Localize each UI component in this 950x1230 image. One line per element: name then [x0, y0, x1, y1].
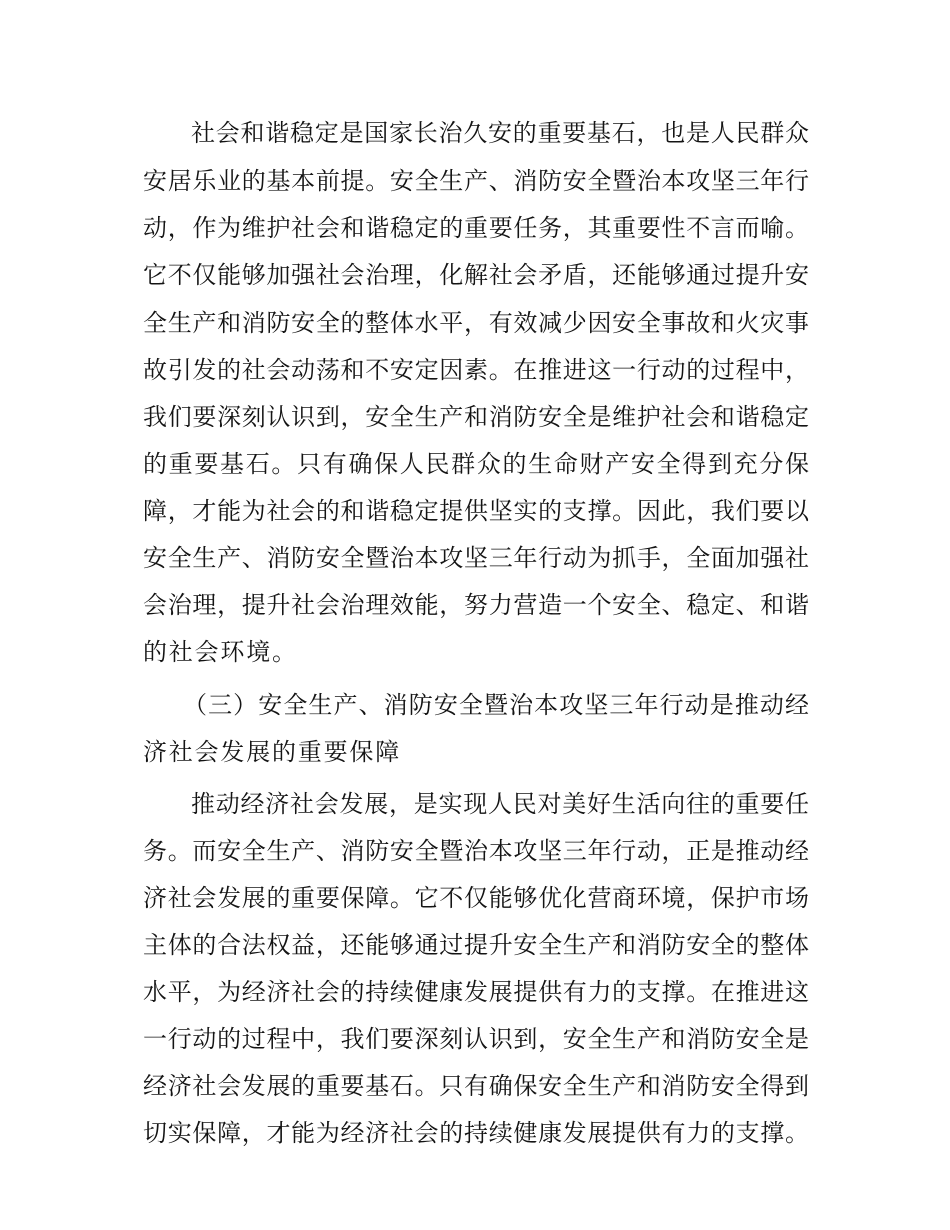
- paragraph-1-line-1: 社会和谐稳定是国家长治久安的重要基石，也是人民群众: [191, 119, 809, 147]
- paragraph-1-line-7: 我们要深刻认识到，安全生产和消防安全是维护社会和谐稳定: [143, 403, 809, 431]
- paragraph-3-line-4: 主体的合法权益，还能够通过提升安全生产和消防安全的整体: [143, 931, 809, 959]
- paragraph-1-line-2: 安居乐业的基本前提。安全生产、消防安全暨治本攻坚三年行: [143, 167, 809, 195]
- section-heading-line-2: 济社会发展的重要保障: [143, 738, 401, 766]
- paragraph-1-line-5: 全生产和消防安全的整体水平，有效减少因安全事故和火灾事: [143, 309, 809, 337]
- paragraph-3-line-1: 推动经济社会发展，是实现人民对美好生活向往的重要任: [191, 790, 809, 818]
- paragraph-1-line-11: 会治理，提升社会治理效能，努力营造一个安全、稳定、和谐: [143, 591, 809, 619]
- paragraph-3-line-3: 济社会发展的重要保障。它不仅能够优化营商环境，保护市场: [143, 884, 809, 912]
- paragraph-3-line-7: 经济社会发展的重要基石。只有确保安全生产和消防安全得到: [143, 1072, 809, 1100]
- paragraph-1-line-4: 它不仅能够加强社会治理，化解社会矛盾，还能够通过提升安: [143, 261, 809, 289]
- paragraph-1-line-9: 障，才能为社会的和谐稳定提供坚实的支撑。因此，我们要以: [143, 497, 809, 525]
- paragraph-3-line-2: 务。而安全生产、消防安全暨治本攻坚三年行动，正是推动经: [143, 837, 809, 865]
- paragraph-3-line-8: 切实保障，才能为经济社会的持续健康发展提供有力的支撑。: [143, 1119, 809, 1147]
- paragraph-1-line-8: 的重要基石。只有确保人民群众的生命财产安全得到充分保: [143, 450, 809, 478]
- paragraph-3-line-6: 一行动的过程中，我们要深刻认识到，安全生产和消防安全是: [143, 1025, 809, 1053]
- paragraph-1-line-12: 的社会环境。: [143, 638, 298, 666]
- section-heading-line-1: （三）安全生产、消防安全暨治本攻坚三年行动是推动经: [183, 691, 809, 719]
- paragraph-3-line-5: 水平，为经济社会的持续健康发展提供有力的支撑。在推进这: [143, 978, 809, 1006]
- paragraph-1-line-3: 动，作为维护社会和谐稳定的重要任务，其重要性不言而喻。: [143, 214, 809, 242]
- paragraph-1-line-10: 安全生产、消防安全暨治本攻坚三年行动为抓手，全面加强社: [143, 544, 809, 572]
- paragraph-1-line-6: 故引发的社会动荡和不安定因素。在推进这一行动的过程中，: [143, 356, 809, 384]
